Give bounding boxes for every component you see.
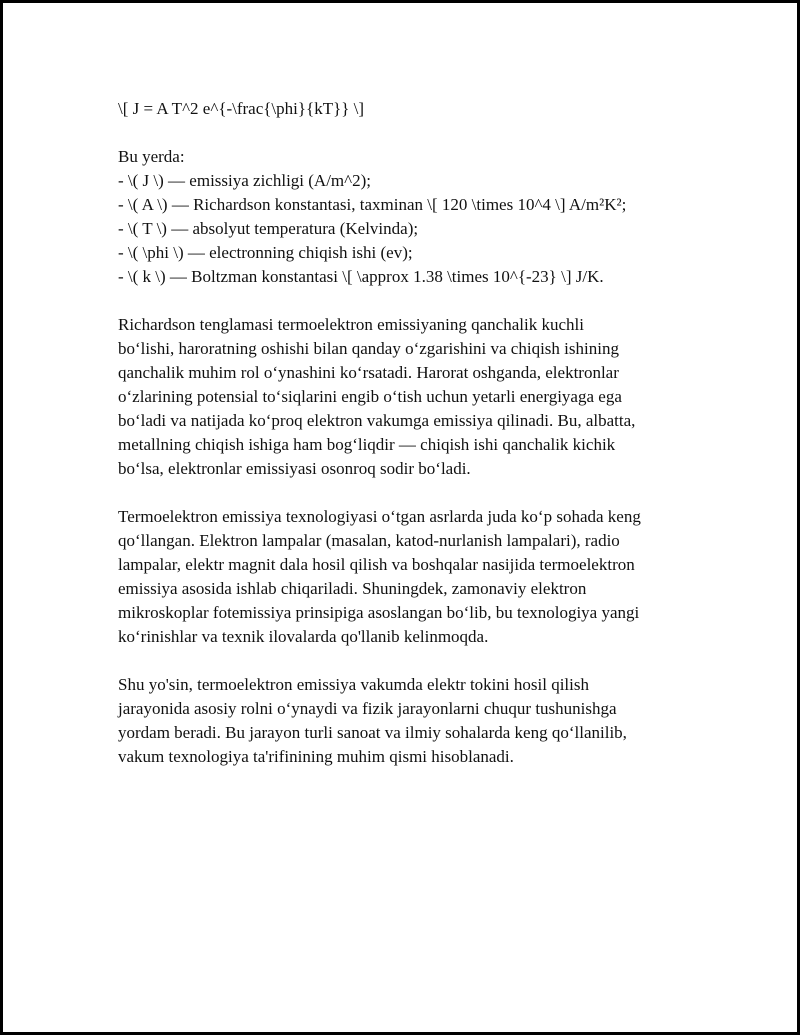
paragraph-line: vakum texnologiya ta'rifinining muhim qismi hisoblanadi.	[118, 747, 514, 766]
paragraph-line: jarayonida asosiy rolni o‘ynaydi va fizik jarayonlarni chuqur tushunishga	[118, 699, 617, 718]
legend-intro: Bu yerda:	[118, 147, 185, 166]
paragraph-line: qanchalik muhim rol o‘ynashini ko‘rsatadi. Harorat oshganda, elektronlar	[118, 363, 619, 382]
paragraph-line: mikroskoplar fotemissiya prinsipiga asoslangan bo‘lib, bu texnologiya yangi	[118, 603, 640, 622]
document-body	[118, 97, 718, 793]
paragraph-technology-applications	[118, 505, 718, 649]
paragraph-line: emissiya asosida ishlab chiqariladi. Shuningdek, zamonaviy elektron	[118, 579, 587, 598]
paragraph-line: bo‘lishi, haroratning oshishi bilan qanday o‘zgarishini va chiqish ishining	[118, 339, 619, 358]
paragraph-line: o‘zlarining potensial to‘siqlarini engib o‘tish uchun yetarli energiyaga ega	[118, 387, 622, 406]
paragraph-line: qo‘llangan. Elektron lampalar (masalan, katod-nurlanish lampalari), radio	[118, 531, 620, 550]
paragraph-conclusion	[118, 673, 718, 769]
paragraph-line: ko‘rinishlar va texnik ilovalarda qo'llanib kelinmoqda.	[118, 627, 489, 646]
paragraph-line: bo‘lsa, elektronlar emissiyasi osonroq sodir bo‘ladi.	[118, 459, 471, 478]
paragraph-line: bo‘ladi va natijada ko‘proq elektron vakumga emissiya qilinadi. Bu, albatta,	[118, 411, 636, 430]
legend-item-a: - \( A \) — Richardson konstantasi, taxminan \[ 120 \times 10^4 \] A/m²K²;	[118, 195, 627, 214]
legend-item-phi: - \( \phi \) — electronning chiqish ishi (ev);	[118, 243, 413, 262]
paragraph-line: metallning chiqish ishiga ham bog‘liqdir — chiqish ishi qanchalik kichik	[118, 435, 616, 454]
legend-item-k: - \( k \) — Boltzman konstantasi \[ \approx 1.38 \times 10^{-23} \] J/K.	[118, 267, 604, 286]
paragraph-line: Richardson tenglamasi termoelektron emissiyaning qanchalik kuchli	[118, 315, 584, 334]
paragraph-line: Shu yo'sin, termoelektron emissiya vakumda elektr tokini hosil qilish	[118, 675, 589, 694]
legend-item-j: - \( J \) — emissiya zichligi (A/m^2);	[118, 171, 372, 190]
paragraph-line: yordam beradi. Bu jarayon turli sanoat va ilmiy sohalarda keng qo‘llanilib,	[118, 723, 627, 742]
paragraph-richardson-explanation	[118, 313, 718, 481]
paragraph-line: lampalar, elektr magnit dala hosil qilish va boshqalar nasijida termoelektron	[118, 555, 635, 574]
formula-text: \[ J = A T^2 e^{-\frac{\phi}{kT}} \]	[118, 99, 365, 118]
legend-item-t: - \( T \) — absolyut temperatura (Kelvinda);	[118, 219, 419, 238]
paragraph-line: Termoelektron emissiya texnologiyasi o‘tgan asrlarda juda ko‘p sohada keng	[118, 507, 641, 526]
richardson-formula	[118, 97, 718, 121]
variable-legend	[118, 145, 718, 289]
